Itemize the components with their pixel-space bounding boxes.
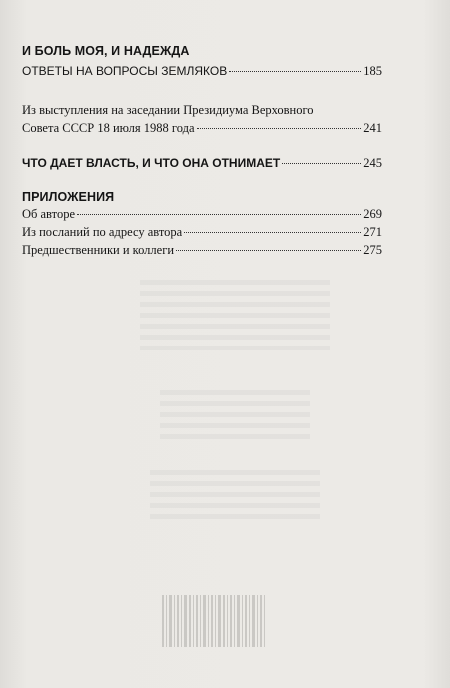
leader-dots — [282, 163, 361, 164]
section-heading-prilozheniya: ПРИЛОЖЕНИЯ — [22, 190, 115, 204]
bleed-through-block-2 — [160, 390, 310, 440]
bleed-through-block-1 — [140, 280, 330, 350]
toc-entry-speech[interactable] — [22, 101, 382, 137]
toc-entry-label-line1: Из выступления на заседании Президиума Верховного — [22, 103, 314, 117]
toc-entry-predshestvenniki[interactable] — [22, 241, 382, 259]
toc-entry-label: ОТВЕТЫ НА ВОПРОСЫ ЗЕМЛЯКОВ — [22, 64, 228, 78]
toc-entry-otvety[interactable] — [22, 62, 382, 80]
toc-entry-label-line2: Совета СССР 18 июля 1988 года — [22, 121, 195, 135]
table-of-contents — [22, 44, 382, 259]
toc-page-number: 185 — [363, 64, 382, 78]
bleed-through-block-3 — [150, 470, 320, 520]
toc-entry-vlast[interactable] — [22, 154, 382, 172]
leader-dots — [197, 128, 362, 129]
toc-page-number: 245 — [363, 156, 382, 170]
section-heading-bol-moya: И БОЛЬ МОЯ, И НАДЕЖДА — [22, 44, 190, 58]
toc-page-number: 271 — [363, 225, 382, 239]
leader-dots — [184, 232, 361, 233]
toc-page-number: 241 — [363, 121, 382, 135]
leader-dots — [229, 71, 361, 72]
toc-entry-ob-avtore[interactable] — [22, 205, 382, 223]
toc-entry-poslaniya[interactable] — [22, 223, 382, 241]
toc-page-number: 269 — [363, 207, 382, 221]
leader-dots — [77, 214, 361, 215]
toc-entry-label: Из посланий по адресу автора — [22, 225, 183, 239]
toc-entry-label: Предшественники и коллеги — [22, 243, 175, 257]
leader-dots — [176, 250, 361, 251]
bleed-through-barcode — [160, 575, 272, 657]
toc-entry-line2 — [22, 119, 382, 137]
toc-entry-label: Об авторе — [22, 207, 75, 221]
toc-entry-label: ЧТО ДАЕТ ВЛАСТЬ, И ЧТО ОНА ОТНИМАЕТ — [22, 156, 281, 170]
toc-page-number: 275 — [363, 243, 382, 257]
